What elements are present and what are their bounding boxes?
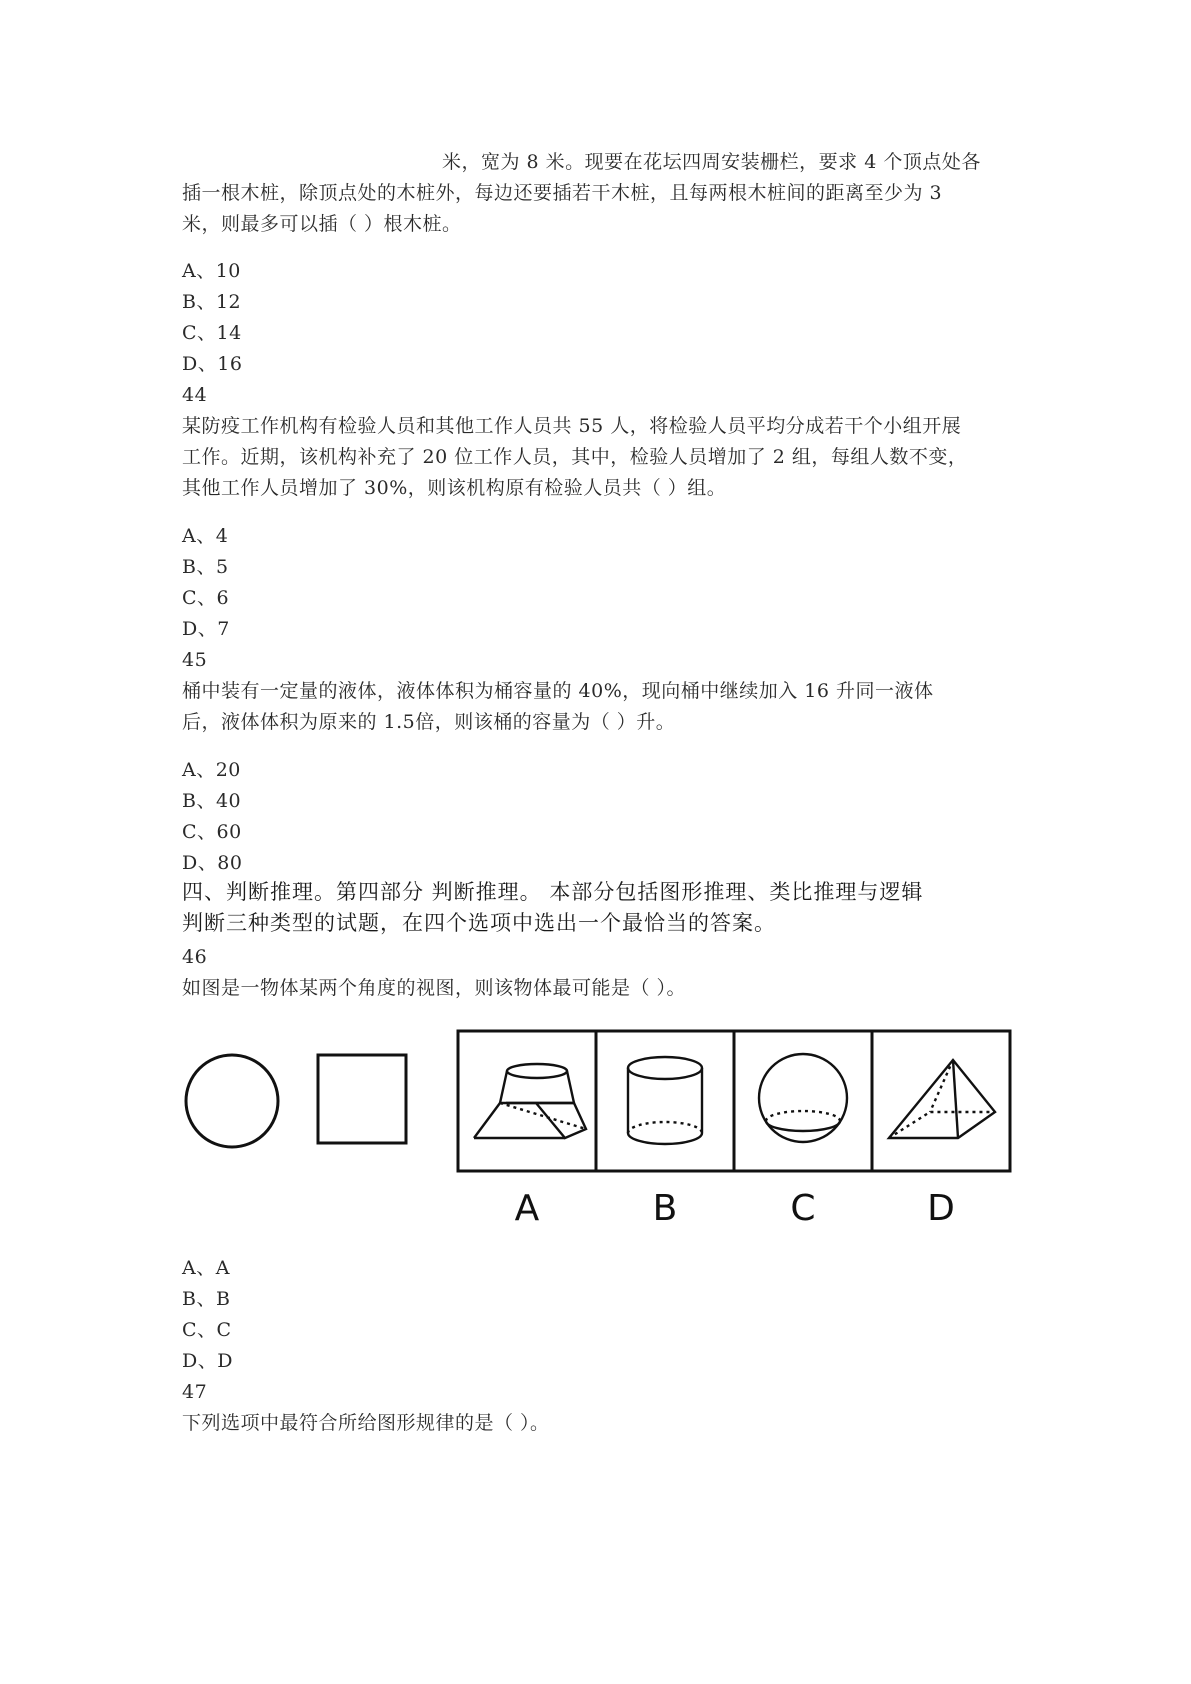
- section-4-line-2: 判断三种类型的试题，在四个选项中选出一个最恰当的答案。: [182, 911, 776, 935]
- figure-label-c: C: [790, 1188, 816, 1229]
- figure-label-a: A: [514, 1188, 540, 1229]
- q45-option-d: D、80: [182, 852, 243, 874]
- option-d-shape-icon: [889, 1060, 995, 1138]
- q47-stem: 下列选项中最符合所给图形规律的是（ ）。: [182, 1412, 550, 1434]
- q45-number: 45: [182, 649, 208, 671]
- q44-line-1: 某防疫工作机构有检验人员和其他工作人员共 55 人，将检验人员平均分成若干个小组开展: [182, 415, 962, 437]
- q45-option-c: C、60: [182, 821, 242, 843]
- q45-option-a: A、20: [182, 759, 241, 781]
- q43-option-c: C、14: [182, 322, 242, 344]
- q43-option-b: B、12: [182, 291, 242, 313]
- view-square-icon: [318, 1055, 406, 1143]
- option-c-shape-icon: [759, 1054, 847, 1142]
- q45-line-2: 后，液体体积为原来的 1.5倍，则该桶的容量为（ ）升。: [182, 711, 676, 733]
- figure-label-d: D: [927, 1188, 955, 1229]
- q44-line-2: 工作。近期，该机构补充了 20 位工作人员，其中，检验人员增加了 2 组，每组人数不变，: [182, 446, 968, 468]
- q46-option-d: D、D: [182, 1350, 233, 1372]
- q44-option-b: B、5: [182, 556, 229, 578]
- q43-option-d: D、16: [182, 353, 243, 375]
- q46-option-a: A、A: [182, 1257, 230, 1279]
- q43-option-a: A、10: [182, 260, 241, 282]
- q46-option-c: C、C: [182, 1319, 232, 1341]
- option-a-shape-icon: [474, 1064, 586, 1138]
- q44-option-d: D、7: [182, 618, 230, 640]
- view-circle-icon: [186, 1055, 278, 1147]
- q44-option-c: C、6: [182, 587, 230, 609]
- q43-line-1: 米，宽为 8 米。现要在花坛四周安装栅栏，要求 4 个顶点处各: [442, 151, 981, 173]
- q46-figure: [182, 1028, 1012, 1238]
- q43-line-2: 插一根木桩，除顶点处的木桩外，每边还要插若干木桩，且每两根木桩间的距离至少为 3: [182, 182, 943, 204]
- q43-line-3: 米，则最多可以插（ ）根木桩。: [182, 213, 462, 235]
- q47-number: 47: [182, 1381, 208, 1403]
- q46-number: 46: [182, 946, 208, 968]
- q46-stem: 如图是一物体某两个角度的视图，则该物体最可能是（ ）。: [182, 977, 687, 999]
- q44-option-a: A、4: [182, 525, 229, 547]
- section-4-line-1: 四、判断推理。第四部分 判断推理。 本部分包括图形推理、类比推理与逻辑: [182, 880, 924, 904]
- q44-line-3: 其他工作人员增加了 30%，则该机构原有检验人员共（ ）组。: [182, 477, 727, 499]
- figure-label-b: B: [652, 1188, 678, 1229]
- q45-line-1: 桶中装有一定量的液体，液体体积为桶容量的 40%，现向桶中继续加入 16 升同一液体: [182, 680, 934, 702]
- q44-number: 44: [182, 384, 208, 406]
- q46-option-b: B、B: [182, 1288, 231, 1310]
- option-b-shape-icon: [628, 1057, 702, 1144]
- q45-option-b: B、40: [182, 790, 242, 812]
